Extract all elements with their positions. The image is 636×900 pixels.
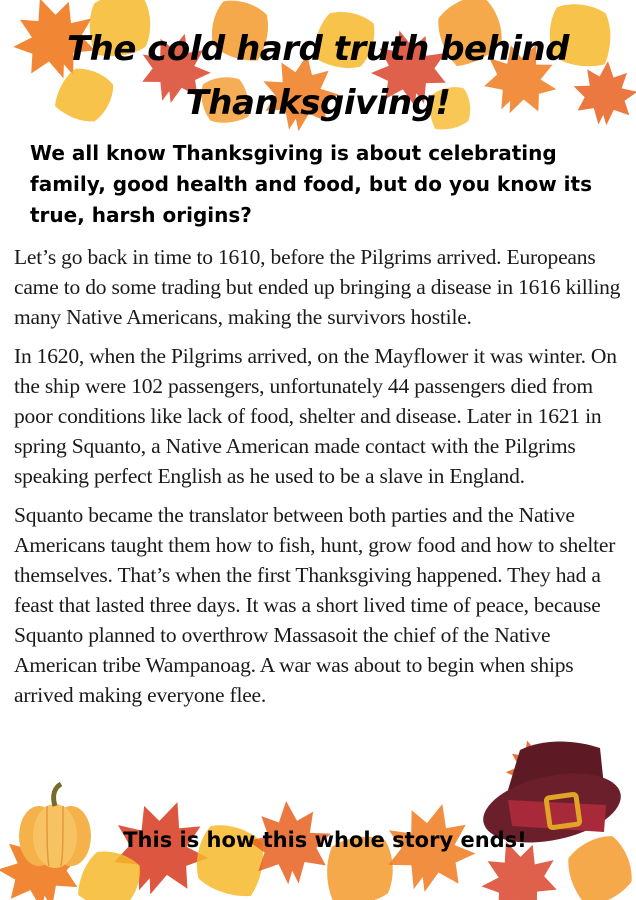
intro-question: We all know Thanksgiving is about celebrating family, good health and food, but do you know its true, harsh origins?: [30, 141, 592, 227]
closing-line: This is how this whole story ends!: [123, 828, 527, 852]
story-body: [14, 242, 626, 719]
page-title: [20, 22, 616, 130]
title-line-1: The cold hard truth behind: [66, 29, 570, 69]
paragraph-1: Let’s go back in time to 1610, before the Pilgrims arrived. Europeans came to do some trading but ended up bringing a disease in 1616 killing many Native Americans, making the survivors hostile.: [14, 245, 621, 329]
title-line-2: Thanksgiving!: [185, 83, 451, 123]
paragraph-2: In 1620, when the Pilgrims arrived, on the Mayflower it was winter. On the ship were 102 passengers, unfortunately 44 passengers died from poor conditions like lack of food, shelter and disease. Later in 1621 in spring Squanto, a Native American made contact with the Pilgrims speaking perfect English as he used to be a slave in England.: [14, 344, 617, 488]
paragraph-3: Squanto became the translator between both parties and the Native Americans taught them how to fish, hunt, grow food and how to shelter themselves. That’s when the first Thanksgiving happened. They had a feast that lasted three days. It was a short lived time of peace, because Squanto planned to overthrow Massasoit the chief of the Native American tribe Wampanoag. A war was about to begin when ships arrived making everyone flee.: [14, 503, 616, 707]
